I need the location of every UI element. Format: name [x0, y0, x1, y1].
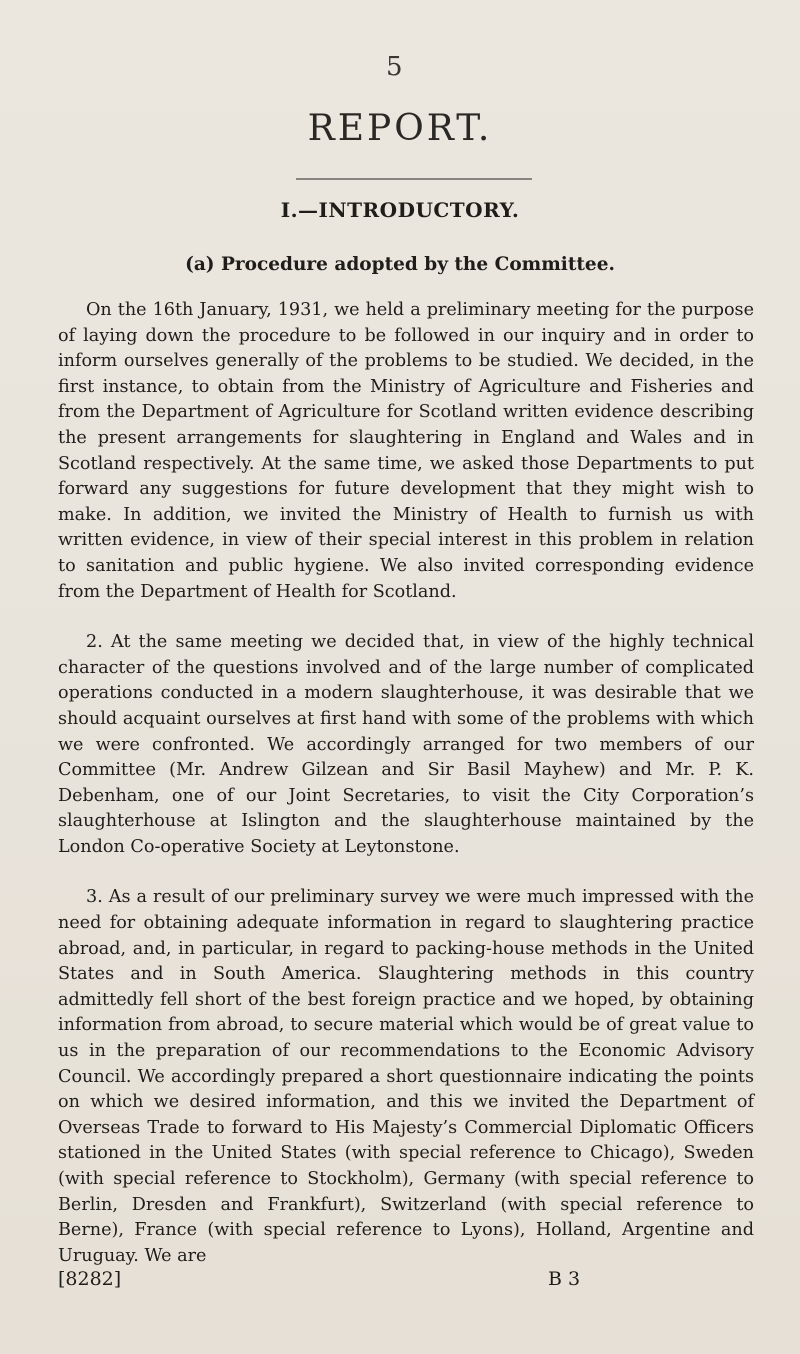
signature-mark: B 3: [548, 1268, 581, 1290]
paragraph-2: 2. At the same meeting we decided that, in view of the highly technical character of the questions involved and of the large number of complicated operations conducted in a modern slaughterhouse, it was desirable that we should acquaint ourselves at first hand with some of the problems with which we were confronted. We accordingly arranged for two members of our Committee (Mr. Andrew Gilzean and Sir Basil Mayhew) and Mr. P. K. Debenham, one of our Joint Secretaries, to visit the City Corporation’s slaughterhouse at Islington and the slaughterhouse maintained by the London Co-operative Society at Leytonstone.: [58, 632, 754, 857]
report-title: REPORT.: [307, 108, 493, 149]
title-rule-divider: [296, 178, 532, 180]
body-text: [58, 298, 754, 1294]
paragraph-3: 3. As a result of our preliminary survey we were much impressed with the need for obtaining adequate information in regard to slaughtering practice abroad, and, in particular, in regard to packing-house methods in the United States and in South America. Slaughtering methods in this country admittedly fell short of the best foreign practice and we hoped, by obtaining information from abroad, to secure material which would be of great value to us in the preparation of our recommendations to the Economic Advisory Council. We accordingly prepared a short questionnaire indicating the points on which we desired information, and this we invited the Department of Overseas Trade to forward to His Majesty’s Commercial Diplomatic Officers stationed in the United States (with special reference to Chicago), Sweden (with special reference to Stockholm), Germany (with special reference to Berlin, Dresden and Frankfurt), Switzerland (with special reference to Berne), France (with special reference to Lyons), Holland, Argentine and Uruguay. We are: [58, 887, 754, 1266]
paragraph-1: On the 16th January, 1931, we held a preliminary meeting for the purpose of laying down the procedure to be followed in our inquiry and in order to inform ourselves generally of the problems to be studied. We decided, in the first instance, to obtain from the Ministry of Agriculture and Fisheries and from the Department of Agriculture for Scotland written evidence describing the present arrangements for slaughtering in England and Wales and in Scotland respectively. At the same time, we asked those Departments to put forward any suggestions for future development that they might wish to make. In addition, we invited the Ministry of Health to furnish us with written evidence, in view of their special interest in this problem in relation to sanitation and public hygiene. We also invited corresponding evidence from the Department of Health for Scotland.: [58, 300, 754, 602]
section-heading: I.—INTRODUCTORY.: [280, 198, 520, 222]
print-code: [8282]: [58, 1268, 122, 1290]
subsection-heading: (a) Procedure adopted by the Committee.: [185, 254, 615, 275]
page-number: 5: [386, 52, 403, 82]
